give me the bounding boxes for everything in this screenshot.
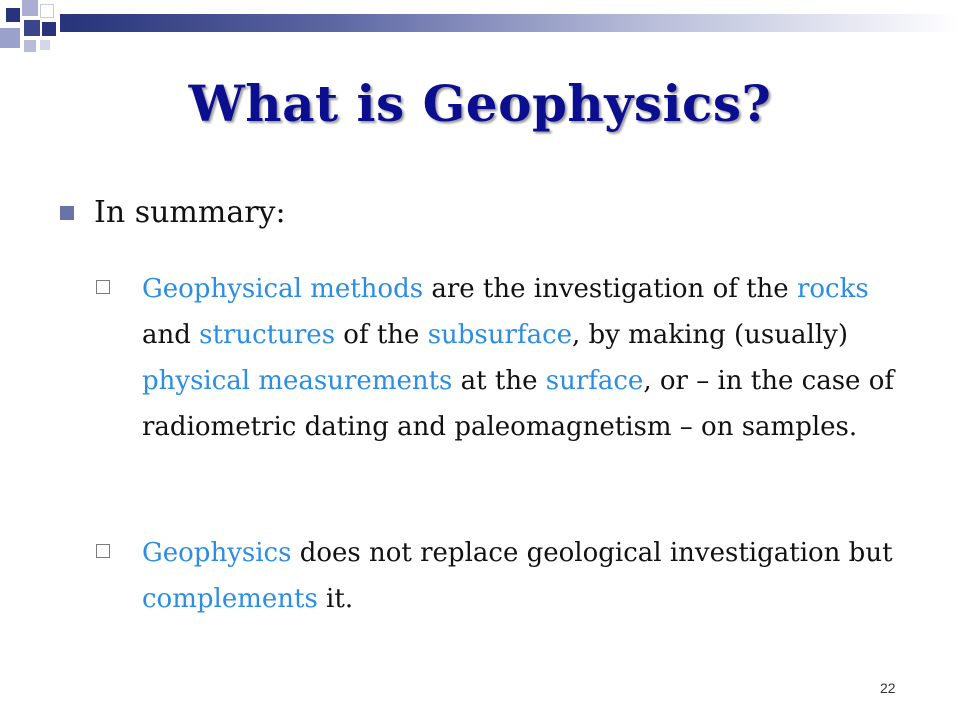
hollow-square-bullet-icon <box>96 280 110 294</box>
paragraph-methods-text <box>142 266 916 450</box>
term-geophysics: Geophysics <box>142 538 292 568</box>
text-span: does not replace geological investigation but <box>291 538 893 568</box>
text-span: and <box>142 320 200 350</box>
term-rocks: rocks <box>796 274 869 304</box>
text-span: of the <box>335 320 428 350</box>
header-decoration <box>0 0 960 60</box>
term-surface: surface <box>545 366 644 396</box>
deco-square-1 <box>6 8 20 22</box>
hollow-square-bullet-icon <box>96 544 110 558</box>
term-geophysical-methods: Geophysical methods <box>142 274 424 304</box>
deco-square-3 <box>40 4 54 18</box>
text-span: , by making (usually) <box>572 320 848 350</box>
deco-square-2 <box>22 0 38 16</box>
text-span: it. <box>317 584 354 614</box>
text-span: , or – in the case of radiometric dating and paleomagnetism – on samples. <box>142 366 894 442</box>
deco-square-4 <box>0 28 20 48</box>
deco-square-8 <box>40 40 50 50</box>
page-number: 22 <box>880 680 896 696</box>
summary-bullet <box>60 195 286 230</box>
deco-square-5 <box>24 20 40 36</box>
header-gradient-bar <box>60 14 960 32</box>
text-span: are the investigation of the <box>423 274 797 304</box>
term-structures: structures <box>199 320 336 350</box>
term-complements: complements <box>142 584 318 614</box>
text-span: at the <box>452 366 546 396</box>
summary-label: In summary: <box>94 195 286 230</box>
term-subsurface: subsurface <box>427 320 573 350</box>
paragraph-complements <box>96 530 916 622</box>
square-bullet-icon <box>60 206 74 220</box>
deco-square-6 <box>42 22 56 36</box>
deco-square-7 <box>24 40 36 52</box>
term-physical-measurements: physical measurements <box>142 366 453 396</box>
slide-title: What is Geophysics? <box>188 74 772 133</box>
paragraph-methods <box>96 266 916 450</box>
paragraph-complements-text <box>142 530 916 622</box>
